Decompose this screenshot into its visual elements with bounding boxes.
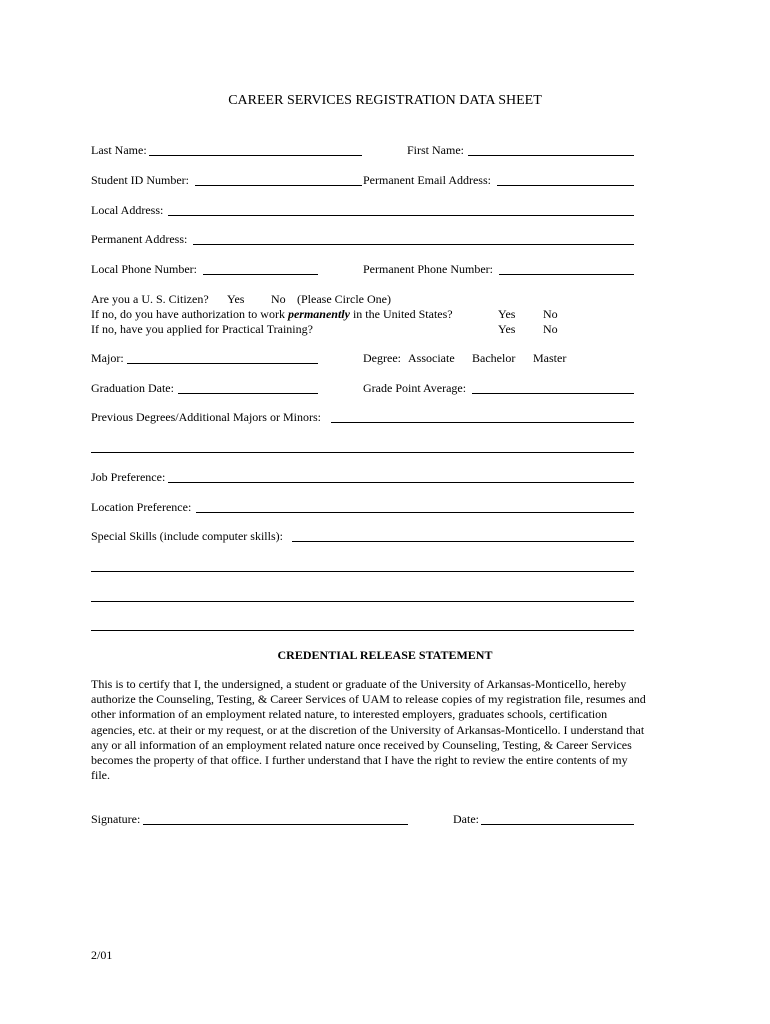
local-address-label: Local Address: (91, 203, 164, 217)
training-no-option[interactable]: No (543, 322, 558, 336)
release-line: other information of an employment related nature, to interested employers, graduates schools, certification (91, 707, 608, 722)
local-phone-field[interactable] (203, 274, 318, 275)
last-name-label: Last Name: (91, 143, 147, 157)
date-label: Date: (453, 812, 479, 826)
form-title: CAREER SERVICES REGISTRATION DATA SHEET (228, 93, 542, 108)
release-line: authorize the Counseling, Testing, & Career Services of UAM to release copies of my registration file, resumes and (91, 692, 646, 707)
graduation-date-label: Graduation Date: (91, 381, 174, 395)
previous-degrees-field[interactable] (331, 422, 634, 423)
major-field[interactable] (127, 363, 318, 364)
release-line: becomes the property of that office. I further understand that I have the right to review the entire contents of my (91, 752, 628, 767)
work-authorization-question: If no, do you have authorization to work permanently in the United States? (91, 307, 453, 321)
release-line: agencies, etc. at their or my request, or at the discretion of the University of Arkansas-Monticello. I understand that (91, 722, 645, 737)
signature-field[interactable] (143, 824, 408, 825)
gpa-label: Grade Point Average: (363, 381, 467, 395)
previous-degrees-label: Previous Degrees/Additional Majors or Minors: (91, 410, 321, 424)
location-preference-field[interactable] (196, 512, 634, 513)
permanent-phone-field[interactable] (499, 274, 634, 275)
release-line: This is to certify that I, the undersigned, a student or graduate of the University of Arkansas-Monticello, hereby (91, 677, 627, 691)
release-statement (91, 677, 691, 783)
permanent-email-field[interactable] (497, 185, 634, 186)
job-preference-label: Job Preference: (91, 470, 166, 484)
permanent-email-label: Permanent Email Address: (363, 173, 491, 187)
release-line: any or all information of an employment related nature once received by Counseling, Testing, & Career Services (91, 737, 632, 752)
degree-bachelor-option[interactable]: Bachelor (472, 351, 516, 365)
special-skills-field-line-2[interactable] (91, 571, 634, 572)
signature-label: Signature: (91, 812, 141, 826)
revision-code: 2/01 (91, 948, 113, 962)
circle-one-hint: (Please Circle One) (297, 292, 391, 306)
degree-label: Degree: (363, 351, 401, 365)
graduation-date-field[interactable] (178, 393, 318, 394)
previous-degrees-field-line-2[interactable] (91, 452, 634, 453)
permanent-address-label: Permanent Address: (91, 232, 188, 246)
first-name-label: First Name: (407, 143, 464, 157)
student-id-label: Student ID Number: (91, 173, 189, 187)
special-skills-field[interactable] (292, 541, 634, 542)
degree-associate-option[interactable]: Associate (408, 351, 455, 365)
citizen-no-option[interactable]: No (271, 292, 286, 306)
last-name-field[interactable] (149, 155, 362, 156)
permanent-phone-label: Permanent Phone Number: (363, 262, 493, 276)
date-field[interactable] (481, 824, 634, 825)
local-address-field[interactable] (168, 215, 634, 216)
authorization-yes-option[interactable]: Yes (498, 307, 516, 321)
permanent-address-field[interactable] (193, 244, 634, 245)
special-skills-field-line-4[interactable] (91, 630, 634, 631)
release-line: file. (91, 768, 110, 783)
citizen-question: Are you a U. S. Citizen? (91, 292, 209, 306)
student-id-field[interactable] (195, 185, 362, 186)
release-heading: CREDENTIAL RELEASE STATEMENT (277, 648, 493, 662)
practical-training-question: If no, have you applied for Practical Training? (91, 322, 313, 336)
degree-master-option[interactable]: Master (533, 351, 567, 365)
training-yes-option[interactable]: Yes (498, 322, 516, 336)
special-skills-label: Special Skills (include computer skills): (91, 529, 283, 543)
major-label: Major: (91, 351, 124, 365)
job-preference-field[interactable] (168, 482, 634, 483)
local-phone-label: Local Phone Number: (91, 262, 197, 276)
gpa-field[interactable] (472, 393, 634, 394)
special-skills-field-line-3[interactable] (91, 601, 634, 602)
location-preference-label: Location Preference: (91, 500, 192, 514)
citizen-yes-option[interactable]: Yes (227, 292, 245, 306)
authorization-no-option[interactable]: No (543, 307, 558, 321)
first-name-field[interactable] (468, 155, 634, 156)
